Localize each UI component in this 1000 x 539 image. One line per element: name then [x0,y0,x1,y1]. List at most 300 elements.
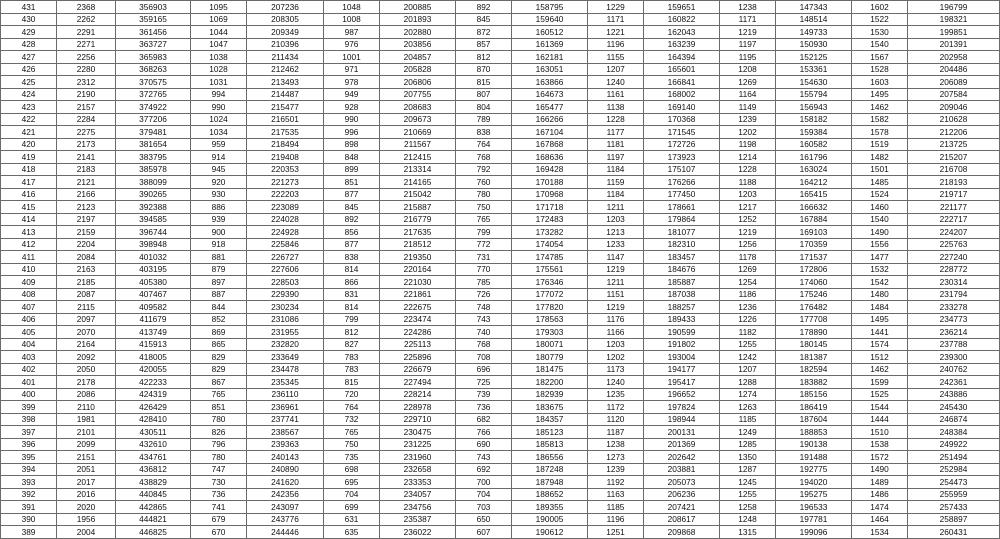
table-cell: 1238 [720,1,776,14]
table-cell: 173923 [644,151,720,164]
table-cell: 739 [456,388,512,401]
table-cell: 418 [1,163,57,176]
table-cell: 2070 [57,326,116,339]
table-cell: 899 [324,163,380,176]
table-cell: 427 [1,51,57,64]
table-cell: 209673 [380,113,456,126]
table-cell: 699 [324,501,380,514]
table-cell: 750 [324,438,380,451]
table-cell: 229390 [247,288,324,301]
table-cell: 1214 [720,151,776,164]
table-row [1,126,1000,139]
table-cell: 193004 [644,351,720,364]
table-cell: 415 [1,201,57,214]
table-cell: 175246 [776,288,852,301]
table-cell: 228503 [247,276,324,289]
table-row [1,213,1000,226]
table-cell: 743 [456,313,512,326]
table-cell: 182939 [512,388,588,401]
table-cell: 221273 [247,176,324,189]
table-cell: 210669 [380,126,456,139]
table-cell: 1147 [588,251,644,264]
table-cell: 700 [456,476,512,489]
table-cell: 236110 [247,388,324,401]
table-cell: 178563 [512,313,588,326]
table-cell: 167104 [512,126,588,139]
table-cell: 1120 [588,413,644,426]
table-cell: 424319 [116,388,191,401]
table-cell: 225113 [380,338,456,351]
table-cell: 216708 [908,163,1000,176]
table-cell: 228978 [380,401,456,414]
table-cell: 838 [324,251,380,264]
table-cell: 232820 [247,338,324,351]
table-cell: 150930 [776,38,852,51]
table-cell: 148514 [776,13,852,26]
table-cell: 2099 [57,438,116,451]
table-cell: 1172 [588,401,644,414]
table-cell: 1166 [588,326,644,339]
table-cell: 421 [1,126,57,139]
table-cell: 177708 [776,313,852,326]
table-cell: 1240 [588,376,644,389]
table-row [1,288,1000,301]
table-cell: 173282 [512,226,588,239]
table-cell: 879 [191,263,247,276]
table-cell: 1173 [588,363,644,376]
table-cell: 168636 [512,151,588,164]
table-cell: 205828 [380,63,456,76]
table-cell: 703 [456,501,512,514]
table-cell: 990 [191,101,247,114]
table-cell: 243097 [247,501,324,514]
table-cell: 2312 [57,76,116,89]
table-cell: 219408 [247,151,324,164]
table-cell: 444821 [116,513,191,526]
table-cell: 1510 [852,426,908,439]
table-cell: 230314 [908,276,1000,289]
table-cell: 213314 [380,163,456,176]
table-cell: 416 [1,188,57,201]
table-row [1,63,1000,76]
table-cell: 206089 [908,76,1000,89]
table-cell: 179864 [644,213,720,226]
table-cell: 1981 [57,413,116,426]
table-cell: 408 [1,288,57,301]
table-cell: 174060 [776,276,852,289]
table-cell: 185156 [776,388,852,401]
table-cell: 239300 [908,351,1000,364]
table-cell: 1460 [852,201,908,214]
table-cell: 183882 [776,376,852,389]
table-cell: 799 [456,226,512,239]
table-cell: 365983 [116,51,191,64]
table-cell: 2284 [57,113,116,126]
table-cell: 1038 [191,51,247,64]
table-cell: 772 [456,238,512,251]
table-cell: 1238 [588,438,644,451]
table-cell: 184357 [512,413,588,426]
table-row [1,413,1000,426]
table-cell: 420 [1,138,57,151]
table-cell: 164673 [512,88,588,101]
table-cell: 1490 [852,463,908,476]
table-cell: 201369 [644,438,720,451]
table-cell: 1582 [852,113,908,126]
table-cell: 1255 [720,488,776,501]
table-cell: 215477 [247,101,324,114]
table-cell: 413749 [116,326,191,339]
table-cell: 1490 [852,226,908,239]
table-cell: 212415 [380,151,456,164]
table-cell: 2086 [57,388,116,401]
table-cell: 194177 [644,363,720,376]
table-cell: 1208 [720,63,776,76]
table-cell: 2020 [57,501,116,514]
table-row [1,513,1000,526]
table-cell: 838 [456,126,512,139]
table-cell: 393 [1,476,57,489]
table-cell: 413 [1,226,57,239]
table-cell: 208617 [644,513,720,526]
table-cell: 258897 [908,513,1000,526]
table-cell: 1164 [720,88,776,101]
table-cell: 207236 [247,1,324,14]
table-cell: 2051 [57,463,116,476]
table-cell: 2197 [57,213,116,226]
table-cell: 2151 [57,451,116,464]
table-cell: 215042 [380,188,456,201]
table-cell: 215887 [380,201,456,214]
table-cell: 208305 [247,13,324,26]
table-cell: 1263 [720,401,776,414]
table-cell: 190612 [512,526,588,539]
table-cell: 209349 [247,26,324,39]
table-cell: 698 [324,463,380,476]
table-cell: 202958 [908,51,1000,64]
table-cell: 235345 [247,376,324,389]
table-cell: 1219 [720,226,776,239]
table-cell: 423 [1,101,57,114]
table-cell: 2097 [57,313,116,326]
table-cell: 230475 [380,426,456,439]
table-cell: 196533 [776,501,852,514]
table-cell: 163239 [644,38,720,51]
table-cell: 732 [324,413,380,426]
table-cell: 2178 [57,376,116,389]
table-cell: 419 [1,151,57,164]
table-cell: 199851 [908,26,1000,39]
table-cell: 1256 [720,238,776,251]
table-cell: 1441 [852,326,908,339]
table-cell: 1249 [720,426,776,439]
table-cell: 766 [456,426,512,439]
table-cell: 404 [1,338,57,351]
table-cell: 434761 [116,451,191,464]
table-cell: 188853 [776,426,852,439]
table-cell: 730 [191,476,247,489]
table-cell: 396744 [116,226,191,239]
table-cell: 195275 [776,488,852,501]
table-cell: 221861 [380,288,456,301]
table-cell: 430511 [116,426,191,439]
table-cell: 1522 [852,13,908,26]
table-cell: 176346 [512,276,588,289]
table-row [1,113,1000,126]
table-cell: 219717 [908,188,1000,201]
table-cell: 411 [1,251,57,264]
table-cell: 1047 [191,38,247,51]
table-cell: 2368 [57,1,116,14]
table-cell: 1956 [57,513,116,526]
table-cell: 215207 [908,151,1000,164]
table-cell: 177820 [512,301,588,314]
table-cell: 996 [324,126,380,139]
table-cell: 412 [1,238,57,251]
table-cell: 420055 [116,363,191,376]
table-cell: 815 [456,76,512,89]
table-cell: 197781 [776,513,852,526]
table-cell: 1182 [720,326,776,339]
table-cell: 1196 [588,513,644,526]
table-cell: 2110 [57,401,116,414]
table-cell: 1192 [588,476,644,489]
table-row [1,301,1000,314]
table-row [1,338,1000,351]
table-cell: 165601 [644,63,720,76]
table-cell: 764 [324,401,380,414]
table-cell: 252984 [908,463,1000,476]
table-cell: 1462 [852,363,908,376]
table-cell: 397 [1,426,57,439]
table-cell: 190599 [644,326,720,339]
table-cell: 1226 [720,313,776,326]
table-cell: 241620 [247,476,324,489]
table-cell: 1540 [852,38,908,51]
table-cell: 429 [1,26,57,39]
table-row [1,138,1000,151]
table-cell: 1203 [588,338,644,351]
table-cell: 1228 [720,163,776,176]
table-cell: 195417 [644,376,720,389]
table-cell: 1544 [852,401,908,414]
table-cell: 1176 [588,313,644,326]
table-cell: 851 [324,176,380,189]
table-cell: 187248 [512,463,588,476]
table-cell: 186556 [512,451,588,464]
table-cell: 949 [324,88,380,101]
table-cell: 1274 [720,388,776,401]
table-cell: 892 [324,213,380,226]
table-cell: 1444 [852,413,908,426]
table-cell: 1229 [588,1,644,14]
table-cell: 217535 [247,126,324,139]
table-cell: 1185 [588,501,644,514]
table-cell: 411679 [116,313,191,326]
table-cell: 1248 [720,513,776,526]
table-cell: 160822 [644,13,720,26]
table-row [1,38,1000,51]
table-cell: 1207 [588,63,644,76]
table-row [1,463,1000,476]
table-cell: 1242 [720,351,776,364]
table-cell: 398 [1,413,57,426]
table-cell: 200131 [644,426,720,439]
table-cell: 2159 [57,226,116,239]
table-cell: 1567 [852,51,908,64]
table-cell: 851 [191,401,247,414]
table-row [1,426,1000,439]
table-body [1,1,1000,539]
table-cell: 400 [1,388,57,401]
table-cell: 831 [324,288,380,301]
table-cell: 228772 [908,263,1000,276]
table-cell: 399 [1,401,57,414]
table-cell: 178661 [644,201,720,214]
table-cell: 1233 [588,238,644,251]
table-cell: 182200 [512,376,588,389]
table-cell: 363727 [116,38,191,51]
table-cell: 182310 [644,238,720,251]
table-cell: 1198 [720,138,776,151]
table-cell: 1482 [852,151,908,164]
table-cell: 189433 [644,313,720,326]
table-cell: 765 [191,388,247,401]
table-cell: 395 [1,451,57,464]
table-cell: 1462 [852,101,908,114]
table-cell: 1287 [720,463,776,476]
table-cell: 1525 [852,388,908,401]
table-cell: 740 [456,326,512,339]
table-cell: 202880 [380,26,456,39]
table-cell: 741 [191,501,247,514]
table-cell: 829 [191,363,247,376]
table-cell: 220353 [247,163,324,176]
table-cell: 1185 [720,413,776,426]
table-cell: 2183 [57,163,116,176]
table-cell: 163024 [776,163,852,176]
table-cell: 2275 [57,126,116,139]
table-cell: 1524 [852,188,908,201]
table-cell: 163866 [512,76,588,89]
table-cell: 231960 [380,451,456,464]
table-cell: 221177 [908,201,1000,214]
table-row [1,526,1000,539]
table-cell: 183457 [644,251,720,264]
table-cell: 1572 [852,451,908,464]
table-cell: 1184 [588,163,644,176]
table-cell: 1197 [588,151,644,164]
table-cell: 175561 [512,263,588,276]
table-cell: 176482 [776,301,852,314]
table-cell: 1254 [720,276,776,289]
table-cell: 159384 [776,126,852,139]
table-cell: 189355 [512,501,588,514]
table-cell: 211434 [247,51,324,64]
table-cell: 2121 [57,176,116,189]
table-cell: 2101 [57,426,116,439]
table-cell: 682 [456,413,512,426]
table-cell: 222717 [908,213,1000,226]
table-cell: 233353 [380,476,456,489]
table-cell: 1219 [720,26,776,39]
table-cell: 370575 [116,76,191,89]
table-cell: 169140 [644,101,720,114]
table-cell: 869 [191,326,247,339]
table-cell: 735 [324,451,380,464]
table-cell: 222203 [247,188,324,201]
table-cell: 161369 [512,38,588,51]
table-cell: 866 [324,276,380,289]
table-cell: 650 [456,513,512,526]
table-cell: 169103 [776,226,852,239]
table-row [1,76,1000,89]
table-cell: 814 [324,301,380,314]
table-cell: 2004 [57,526,116,539]
table-cell: 227494 [380,376,456,389]
table-cell: 194020 [776,476,852,489]
table-cell: 856 [324,226,380,239]
table-row [1,388,1000,401]
table-cell: 217635 [380,226,456,239]
table-cell: 232658 [380,463,456,476]
table-cell: 181077 [644,226,720,239]
table-cell: 414 [1,213,57,226]
table-cell: 1255 [720,338,776,351]
table-cell: 374922 [116,101,191,114]
table-cell: 2092 [57,351,116,364]
table-cell: 914 [191,151,247,164]
table-cell: 218494 [247,138,324,151]
table-cell: 2017 [57,476,116,489]
table-cell: 163051 [512,63,588,76]
table-cell: 175107 [644,163,720,176]
table-cell: 249922 [908,438,1000,451]
table-row [1,226,1000,239]
table-cell: 815 [324,376,380,389]
table-cell: 187604 [776,413,852,426]
table-cell: 185813 [512,438,588,451]
table-cell: 236214 [908,326,1000,339]
table-cell: 1024 [191,113,247,126]
table-cell: 225896 [380,351,456,364]
table-cell: 1485 [852,176,908,189]
table-cell: 1288 [720,376,776,389]
table-cell: 971 [324,63,380,76]
table-cell: 2291 [57,26,116,39]
table-cell: 359165 [116,13,191,26]
table-cell: 401032 [116,251,191,264]
table-cell: 994 [191,88,247,101]
table-cell: 233649 [247,351,324,364]
table-cell: 920 [191,176,247,189]
table-cell: 240890 [247,463,324,476]
table-cell: 726 [456,288,512,301]
table-cell: 214487 [247,88,324,101]
table-cell: 1258 [720,501,776,514]
table-cell: 407467 [116,288,191,301]
table-cell: 223089 [247,201,324,214]
table-cell: 388099 [116,176,191,189]
table-row [1,251,1000,264]
table-cell: 174054 [512,238,588,251]
table-cell: 812 [324,326,380,339]
table-cell: 1464 [852,513,908,526]
table-cell: 635 [324,526,380,539]
table-cell: 987 [324,26,380,39]
table-cell: 174785 [512,251,588,264]
table-cell: 765 [456,213,512,226]
